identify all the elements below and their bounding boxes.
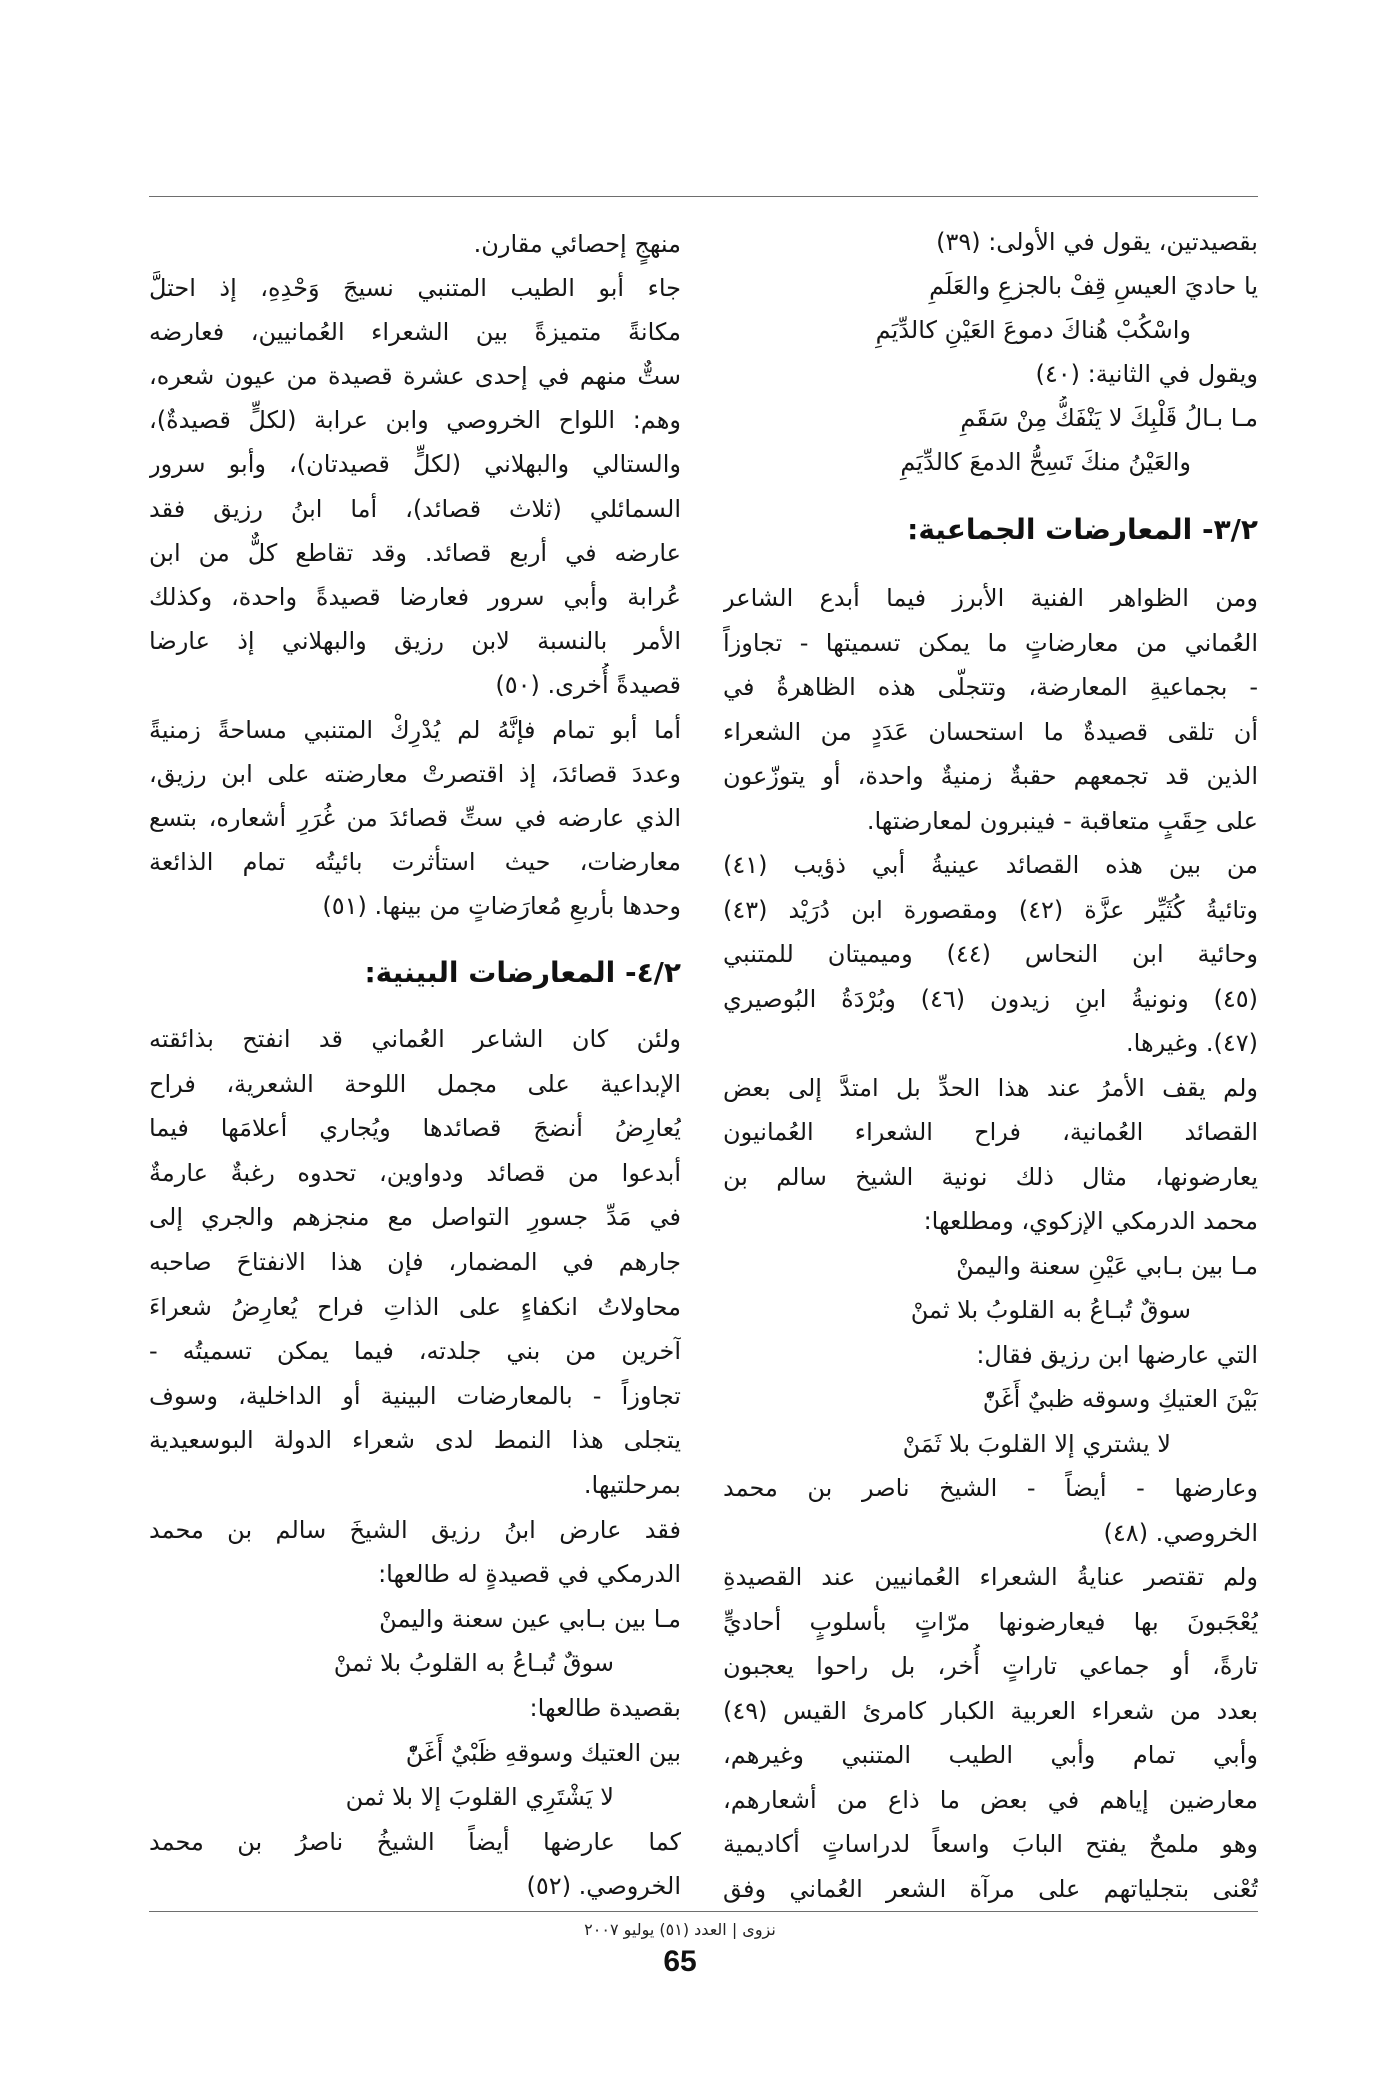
text-line: الأمر بالنسبة لابن رزيق والبهلاني إذ عارضا (149, 627, 681, 656)
verse-line: واسْكُبْ هُناكَ دموعَ العَيْنِ كالدِّيَمِ (875, 316, 1191, 344)
text-line: أما أبو تمام فإنَّهُ لم يُدْرِكْ المتنبي مساحةً زمنيةً (149, 715, 681, 744)
continued-block (149, 222, 681, 929)
text-line: وحائية ابن النحاس (٤٤) وميميتان للمتنبي (723, 940, 1258, 968)
verse-line: مـا بين بـابي عين سعنة واليمنْ (379, 1604, 681, 1633)
text-line: عُرابة وأبي سرور فعارضا قصيدةً واحدة، وكذلك (149, 583, 681, 611)
text-line: محمد الدرمكي الإزكوي، ومطلعها: (923, 1207, 1258, 1235)
verse-line: لا يشتري إلا القلوبَ بلا ثَمَنْ (902, 1429, 1171, 1458)
verse-line: مـا بـالُ قَلْبِكَ لا يَنْفَكُّ مِنْ سَقَمِ (960, 404, 1258, 432)
text-line: محاولاتُ انكفاءٍ على الذاتِ فراح يُعارِضُ شعراءَ (149, 1292, 681, 1321)
text-line: ويقول في الثانية: (٤٠) (1035, 360, 1258, 388)
verse-line: والعَيْنُ منكَ تَسِحُّ الدمعَ كالدِّيَمِ (900, 448, 1191, 476)
text-line: معارضين إياهم في بعض ما ذاع من أشعارهم، (723, 1785, 1258, 1814)
text-line: قصيدةً أُخرى. (٥٠) (495, 671, 681, 700)
verse-line: يا حاديَ العيسِ قِفْ بالجزعِ والعَلَمِ (929, 272, 1258, 300)
verse-line: بَيْنَ العتيكِ وسوقه ظبيٌ أَغَنّْ (982, 1385, 1258, 1413)
verse-line: سوقٌ تُبـاعُ به القلوبُ بلا ثمنْ (333, 1649, 614, 1678)
right-column (723, 220, 1258, 1911)
verse-line: مـا بين بـابي عَيْنِ سعنة واليمنْ (956, 1251, 1258, 1280)
text-line: وهو ملمحٌ يفتح البابَ واسعاً لدراساتٍ أكاديمية (723, 1830, 1258, 1858)
text-line: يُعْجَبونَ بها فيعارضونها مرّاتٍ بأسلوبٍ أحاديٍّ (723, 1607, 1258, 1636)
text-line: ومن الظواهر الفنية الأبرز فيما أبدع الشاعر (723, 584, 1258, 612)
text-line: معارضات، حيث استأثرت بائيتُه تمام الذائعة (149, 848, 681, 877)
text-line: ولم تقتصر عنايةُ الشعراء العُمانيين عند القصيدةِ (723, 1563, 1258, 1591)
text-line: كما عارضها أيضاً الشيخُ ناصرُ بن محمد (149, 1827, 681, 1856)
text-line: على حِقَبٍ متعاقبة - فينبرون لمعارضتها. (866, 806, 1258, 835)
text-line: أن تلقى قصيدةٌ ما استحسان عَدَدٍ من الشعراء (723, 717, 1258, 746)
text-line: التي عارضها ابن رزيق فقال: (976, 1340, 1258, 1369)
text-line: مكانةً متميزةً بين الشعراء العُمانيين، فعارضه (149, 317, 681, 346)
intro-block (723, 220, 1258, 484)
bottom-divider (149, 1911, 1258, 1912)
top-divider (149, 196, 1258, 197)
text-line: جارهم في المضمار، فإن هذا الانفتاحَ صاحبه (149, 1247, 681, 1276)
section-body (723, 576, 1258, 1911)
text-line: الذين قد تجمعهم حقبةٌ زمنيةٌ واحدة، أو يتوزّعون (723, 762, 1258, 790)
text-line: فقد عارض ابنُ رزيق الشيخَ سالم بن محمد (149, 1515, 681, 1544)
text-line: منهجٍ إحصائي مقارن. (473, 229, 681, 258)
text-line: عارضه في أربع قصائد. وقد تقاطع كلٌّ من ابن (149, 538, 681, 567)
text-line: - بجماعيةِ المعارضة، وتتجلّى هذه الظاهرةُ في (723, 673, 1258, 701)
text-line: الخروصي. (٤٨) (1103, 1518, 1258, 1547)
text-line: تجاوزاً - بالمعارضات البينية أو الداخلية، وسوف (149, 1381, 681, 1410)
text-line: ولم يقف الأمرُ عند هذا الحدِّ بل امتدَّ إلى بعض (723, 1073, 1258, 1102)
text-line: وعارضها - أيضاً - الشيخ ناصر بن محمد (723, 1474, 1258, 1502)
section-heading: ٣/٢- المعارضات الجماعية: (907, 513, 1258, 546)
text-line: أبدعوا من قصائد ودواوين، تحدوه رغبةٌ عارمةٌ (149, 1158, 681, 1187)
text-line: (٤٥) ونونيةُ ابنِ زيدون (٤٦) وبُرْدَةُ البُوصيري (723, 984, 1258, 1013)
text-line: (٤٧). وغيرها. (1126, 1029, 1258, 1057)
text-line: يتجلى هذا النمط لدى شعراء الدولة البوسعيدية (149, 1426, 681, 1455)
verse-line: سوقٌ تُبـاعُ به القلوبُ بلا ثمنْ (910, 1296, 1191, 1324)
text-line: من بين هذه القصائد عينيةُ أبي ذؤيب (٤١) (723, 851, 1258, 879)
text-line: السمائلي (ثلاث قصائد)، أما ابنُ رزيق فقد (149, 494, 681, 523)
text-line: الذي عارضه في ستِّ قصائدَ من غُرَرِ أشعاره، بتسع (149, 803, 681, 832)
text-line: القصائد العُمانية، فراح الشعراء العُمانيون (723, 1118, 1258, 1146)
text-line: العُماني من معارضاتٍ ما يمكن تسميتها - تجاوزاً (723, 628, 1258, 657)
text-line: وأبي تمام وأبي الطيب المتنبي وغيرهم، (723, 1741, 1258, 1769)
text-line: وعددَ قصائدَ، إذ اقتصرتْ معارضته على ابن رزيق، (149, 759, 681, 788)
text-line: بعدد من شعراء العربية الكبار كامرئ القيس (٤٩) (723, 1696, 1258, 1725)
text-line: ولئن كان الشاعر العُماني قد انفتح بذائقته (149, 1025, 681, 1053)
left-column (149, 222, 681, 1909)
text-line: بقصيدة طالعها: (529, 1693, 681, 1722)
text-line: يعارضونها، مثال ذلك نونية الشيخ سالم بن (723, 1162, 1258, 1191)
text-line: بقصيدتين، يقول في الأولى: (٣٩) (936, 228, 1258, 256)
verse-line: لا يَشْتَرِي القلوبَ إلا بلا ثمن (345, 1783, 614, 1812)
text-line: ستٌّ منهم في إحدى عشرة قصيدة من عيون شعره، (149, 362, 681, 391)
text-line: في مَدِّ جسورِ التواصل مع منجزهم والجري إلى (149, 1203, 681, 1232)
running-footer: نزوى | العدد (٥١) يوليو ٢٠٠٧ (584, 1920, 776, 1939)
text-line: وحدها بأربعِ مُعارَضاتٍ من بينها. (٥١) (322, 892, 681, 921)
page-number: 65 (663, 1945, 697, 1978)
text-line: وهم: اللواح الخروصي وابن عرابة (لكلٍّ قصيدةٌ)، (149, 406, 681, 435)
text-line: وتائيةُ كُثَيِّر عزَّة (٤٢) ومقصورة ابن دُرَيْد (٤٣) (723, 895, 1258, 924)
text-line: آخرين من بني جلدته، فيما يمكن تسميتُه - (149, 1337, 681, 1366)
text-line: بمرحلتيها. (583, 1470, 681, 1499)
section-heading: ٤/٢- المعارضات البينية: (364, 955, 681, 989)
verse-line: بين العتيك وسوقهِ ظَبْيٌ أَغَنّْ (405, 1738, 681, 1767)
text-line: تُعْنى بتجلياتهم على مرآة الشعر العُماني وفق (723, 1874, 1258, 1903)
text-line: يُعارِضُ أنضجَ قصائدها ويُجاري أعلامَها فيما (149, 1114, 681, 1143)
text-line: جاء أبو الطيب المتنبي نسيجَ وَحْدِهِ، إذ احتلَّ (149, 273, 681, 302)
text-line: الدرمكي في قصيدةٍ له طالعها: (378, 1560, 681, 1589)
section-body (149, 1017, 681, 1909)
text-line: الخروصي. (٥٢) (526, 1872, 681, 1901)
text-line: الإبداعية على مجمل اللوحة الشعرية، فراح (149, 1069, 681, 1098)
text-line: تارةً، أو جماعي تاراتٍ أُخر، بل راحوا يعجبون (723, 1652, 1258, 1680)
text-line: والستالي والبهلاني (لكلٍّ قصيدتان)، وأبو سرور (149, 450, 681, 479)
